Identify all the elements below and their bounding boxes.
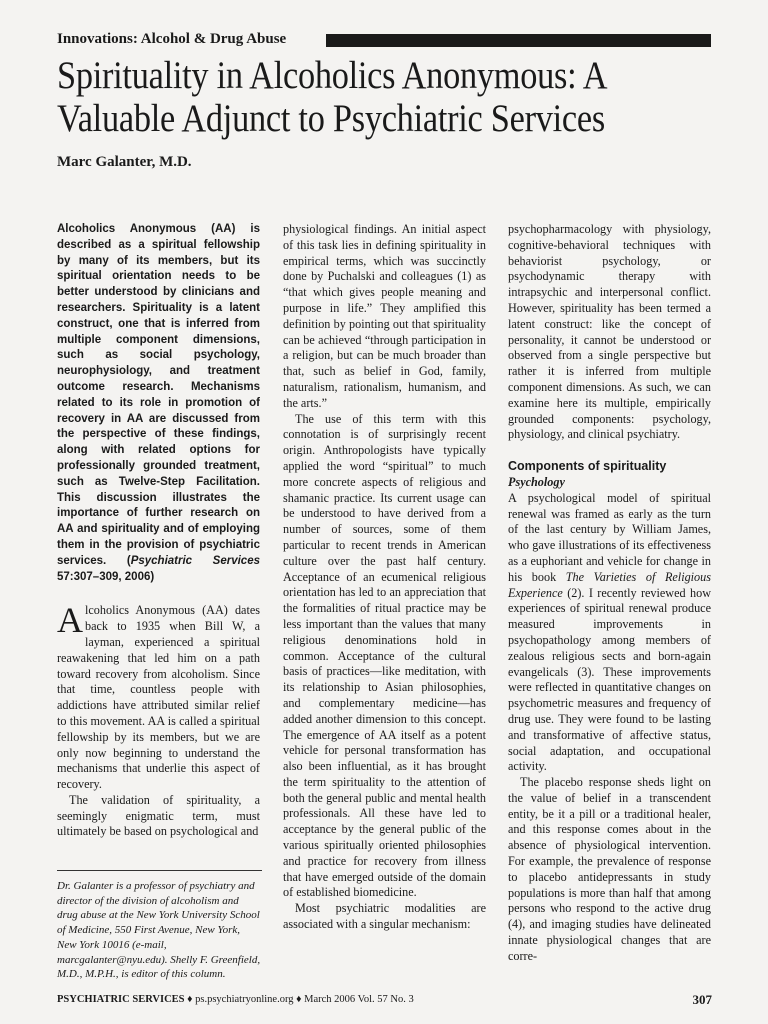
drop-cap: A bbox=[57, 600, 83, 641]
section-heading: Components of spirituality bbox=[508, 459, 667, 474]
paragraph: The placebo response sheds light on the value of belief in a transcendent entity, be it a pill or a traditional healer, and this response comes about in the absence of physiological intervention. For example, the prevalence of response to placebo antidepressants in study populations is more than half that among persons who respond to the active drug (4), and imaging studies have delineated innate physiological changes that are corre- bbox=[508, 775, 711, 963]
column-2 bbox=[283, 222, 486, 933]
section-label: Innovations: Alcohol & Drug Abuse bbox=[57, 31, 287, 47]
abstract-journal: Psychiatric Services bbox=[130, 554, 260, 567]
paragraph: psychopharmacology with physiology, cognitive-behavioral techniques with behaviorist psychology, or psychodynamic therapy with intrapsychic and interpersonal conflict. However, spirituality has been termed a latent construct: like the concept of personality, it cannot be understood or observed from a single perspective but rather it is inferred from multiple component dimensions. As such, we can examine here its multiple, empirically grounded components: psychology, physiology, and clinical psychiatry. bbox=[508, 222, 711, 442]
footer-volume: Vol. 57 bbox=[357, 994, 388, 1005]
paragraph: A psychological model of spiritual renewal was framed as early as the turn of the last century by William James, who gave illustrations of its effectiveness as a euphoriant and vehicle for change in his book The Varieties of Religious Experience (2). I recently reviewed how experiences of spiritual renewal produce measured improvements in psychopathology among members of zealous religious sects and born-again evangelicals (3). These improvements were reflected in quantitative changes on psychometric measures and frequency of drug use. They were found to be lasting and transformative of affective status, social adaptation, and occupational activity. bbox=[508, 490, 711, 774]
running-footer bbox=[57, 994, 414, 1005]
abstract bbox=[57, 222, 260, 585]
footer-number: No. 3 bbox=[390, 994, 414, 1005]
page-number: 307 bbox=[692, 992, 712, 1007]
paragraph: Most psychiatric modalities are associated with a singular mechanism: bbox=[283, 901, 486, 932]
author: Marc Galanter, M.D. bbox=[57, 154, 192, 170]
abstract-text: Alcoholics Anonymous (AA) is described as a spiritual fellowship by many of its members, but its spiritual orientation needs to be better understood by clinicians and researchers. Spirituality is a latent construct, one that is inferred from multiple component dimensions, such as social psychology, neurophysiology, and treatment outcome research. Mechanisms related to its role in promotion of recovery in AA are discussed from the perspective of these findings, along with related options for professionally grounded treatment, such as Twelve-Step Facilitation. This discussion illustrates the importance of further research on AA and spirituality and of employing them in the provision of psychiatric services. ( bbox=[57, 223, 260, 567]
paragraph: The validation of spirituality, a seemingly enigmatic term, must ultimately be based on psychological and bbox=[57, 792, 260, 839]
abstract-citation: 57:307–309, 2006) bbox=[57, 570, 155, 583]
header-rule bbox=[326, 34, 711, 47]
paragraph: The use of this term with this connotation is of surprisingly recent origin. Anthropologists have typically applied the word “spiritual” to much more concrete aspects of religious and shamanic practice. Its current usage can be understood to have derived from a number of sources, some of them particular to recent trends in American culture over the past half century. Acceptance of an ecumenical religious orientation has led to an appreciation that the formalities of ritual practice may be less important than the values that many religious denominations hold in common. Acceptance of the cultural basis of practices—like meditation, with its relationship to Asian philosophies, and complementary medicine—has added another dimension to this concept. The emergence of AA itself as a potent vehicle for personal transformation has also been influential, as it has brought the term spirituality to the attention of both the general public and mental health professionals. All these have led to acceptance by the general public of the various spiritually oriented philosophies and practice for recovery from illness that have emerged outside of the domain of established biomedicine. bbox=[283, 411, 486, 900]
paragraph: Alcoholics Anonymous (AA) dates back to 1935 when Bill W, a layman, experienced a spiritual reawakening that led him on a path toward recovery from alcoholism. Since that time, countless people with addictions have attributed similar relief to this movement. AA is called a spiritual fellowship by its members, but we are only now beginning to understand the mechanisms that underlie this aspect of recovery. bbox=[57, 600, 260, 792]
column-1 bbox=[57, 222, 260, 840]
paragraph: physiological findings. An initial aspect of this task lies in defining spirituality in empirical terms, which was succinctly done by Puchalski and colleagues (1) as “that which gives people meaning and purpose in life.” They amplified this definition by pointing out that spirituality can be achieved “through participation in a religion, but can be much broader than that, such as belief in God, family, naturalism, rationalism, humanism, and the arts.” bbox=[283, 222, 486, 410]
diamond-separator-icon: ♦ bbox=[187, 994, 193, 1005]
footer-url: ps.psychiatryonline.org bbox=[195, 994, 294, 1005]
author-footnote: Dr. Galanter is a professor of psychiatry and director of the division of alcoholism and drug abuse at the New York University School of Medicine, 550 First Avenue, New York, New York 10016 (e-mail, marcgalanter@nyu.edu). Shelly F. Greenfield, M.D., M.P.H., is editor of this column. bbox=[57, 870, 262, 982]
book-title: The Varieties of Religious Experience bbox=[508, 569, 711, 600]
diamond-separator-icon: ♦ bbox=[296, 994, 302, 1005]
footer-journal: PSYCHIATRIC SERVICES bbox=[57, 994, 185, 1005]
title-line-2: Valuable Adjunct to Psychiatric Services bbox=[57, 97, 605, 140]
article-title bbox=[57, 54, 655, 140]
subsection-heading: Psychology bbox=[508, 474, 565, 489]
column-3 bbox=[508, 222, 711, 965]
footer-date: March 2006 bbox=[304, 994, 356, 1005]
title-line-1: Spirituality in Alcoholics Anonymous: A bbox=[57, 54, 608, 97]
